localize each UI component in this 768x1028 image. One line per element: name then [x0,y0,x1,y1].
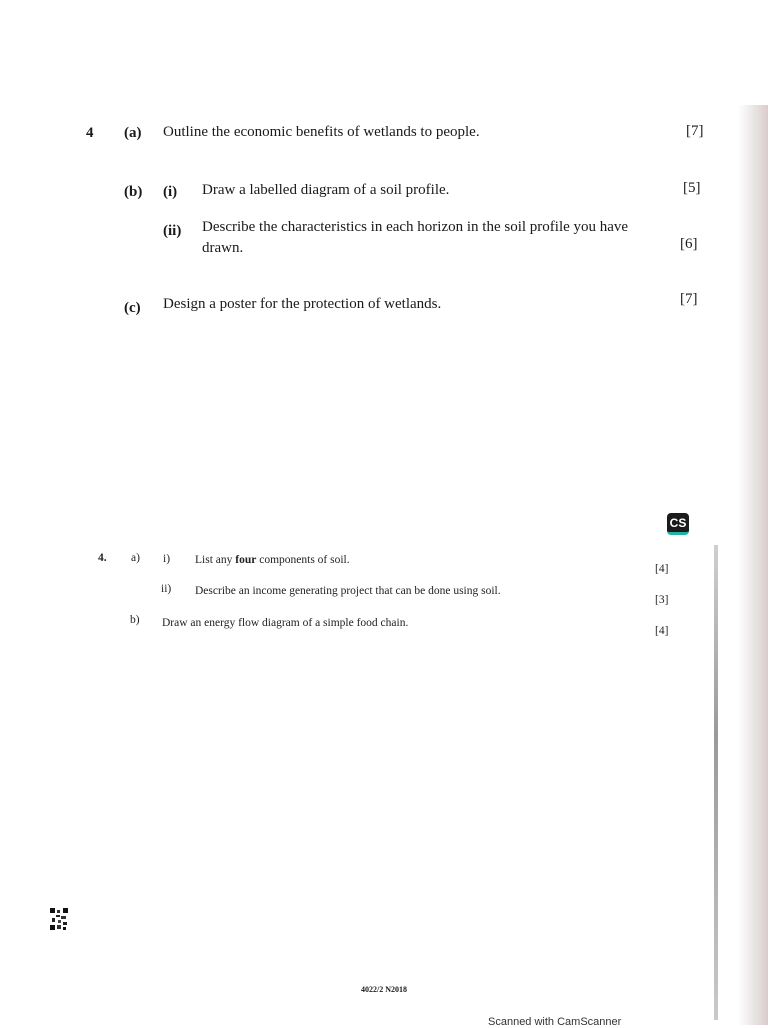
subpart-label-ii: ii) [161,583,172,595]
part-a-i-marks: [4] [655,563,669,575]
question-number: 4. [98,552,107,564]
part-b-i-text: Draw a labelled diagram of a soil profile. [202,182,450,198]
part-b-text: Draw an energy flow diagram of a simple food chain. [162,617,409,629]
part-a-text: Outline the economic benefits of wetlands to people. [163,124,480,140]
part-label-c: (c) [124,300,141,316]
camscanner-logo: CS [667,513,689,535]
subpart-label-i: (i) [163,184,178,200]
page-edge-shadow [738,105,768,1025]
part-label-a: a) [131,552,140,564]
part-c-text: Design a poster for the protection of wetlands. [163,296,442,312]
barcode-icon [50,908,68,930]
paper-code-footer: 4022/2 N2018 [361,985,407,994]
part-b-marks: [4] [655,625,669,637]
part-b-ii-marks: [6] [680,236,698,252]
scanner-watermark: Scanned with CamScanner [488,1016,622,1028]
part-b-ii-text-line2: drawn. [202,240,244,256]
subpart-label-ii: (ii) [163,223,182,239]
part-label-a: (a) [124,125,142,141]
question-number: 4 [86,125,94,141]
part-c-marks: [7] [680,291,698,307]
part-a-ii-marks: [3] [655,594,669,606]
page-edge-line [714,545,718,1020]
part-a-ii-text: Describe an income generating project that can be done using soil. [195,585,501,597]
part-b-ii-text-line1: Describe the characteristics in each horizon in the soil profile you have [202,219,629,235]
part-b-i-marks: [5] [683,180,701,196]
part-label-b: (b) [124,184,143,200]
part-a-marks: [7] [686,123,704,139]
subpart-label-i: i) [163,553,171,565]
part-a-i-text: List any four components of soil. [195,554,350,566]
part-label-b: b) [130,614,140,626]
